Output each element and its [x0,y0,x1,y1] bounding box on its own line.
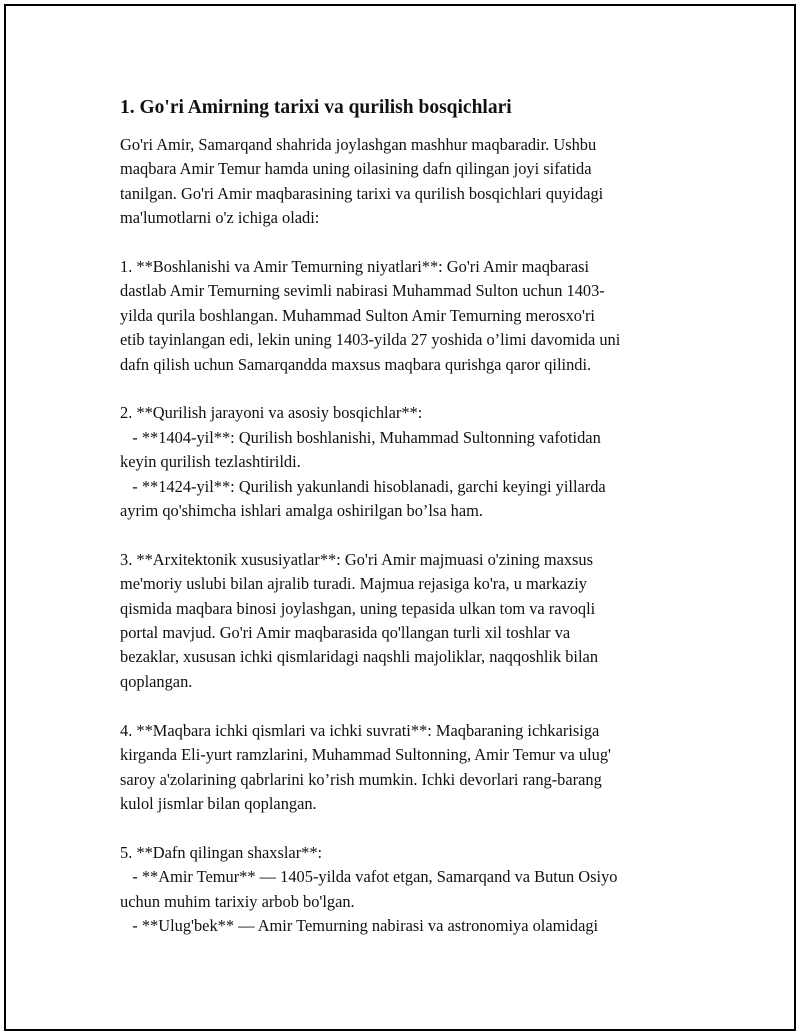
text-line: Go'ri Amir, Samarqand shahrida joylashgan mashhur maqbaradir. Ushbu [120,135,597,154]
text-line: kirganda Eli-yurt ramzlarini, Muhammad Sultonning, Amir Temur va ulug' [120,745,612,765]
text-line: saroy a'zolarining qabrlarini ko’rish mumkin. Ichki devorlari rang-barang [120,769,602,789]
section-2-paragraph [120,401,700,523]
text-line: me'moriy uslubi bilan ajralib turadi. Majmua rejasiga ko'ra, u markaziy [120,574,587,594]
document-body [120,96,700,963]
text-line: 5. **Dafn qilingan shaxslar**: [120,842,323,862]
section-3-paragraph [120,548,700,694]
text-line: qoplangan. [120,671,193,691]
section-4-paragraph [120,719,700,817]
text-line: maqbara Amir Temur hamda uning oilasining dafn qilingan joyi sifatida [120,159,592,179]
section-1-paragraph [120,255,700,377]
text-line: ma'lumotlarni o'z ichiga oladi: [120,208,320,228]
text-line: kulol jismlar bilan qoplangan. [120,793,317,813]
text-line: tanilgan. Go'ri Amir maqbarasining tarixi va qurilish bosqichlari quyidagi [120,183,604,203]
text-line: - **Ulug'bek** — Amir Temurning nabirasi va astronomiya olamidagi [120,915,599,935]
intro-paragraph [120,133,700,231]
text-line: yilda qurila boshlangan. Muhammad Sulton Amir Temurning merosxo'ri [120,305,595,325]
text-line: portal mavjud. Go'ri Amir maqbarasida qo'llangan turli xil toshlar va [120,623,571,643]
text-line: qismida maqbara binosi joylashgan, uning tepasida ulkan tom va ravoqli [120,598,596,618]
text-line: keyin qurilish tezlashtirildi. [120,452,301,472]
text-line: dastlab Amir Temurning sevimli nabirasi Muhammad Sulton uchun 1403- [120,281,605,301]
document-title: 1. Go'ri Amirning tarixi va qurilish bosqichlari [120,97,512,118]
text-line: ayrim qo'shimcha ishlari amalga oshirilgan bo’lsa ham. [120,501,484,521]
text-line: 4. **Maqbara ichki qismlari va ichki suvrati**: Maqbaraning ichkarisiga [120,720,600,740]
text-line: - **Amir Temur** — 1405-yilda vafot etgan, Samarqand va Butun Osiyo [120,867,618,887]
text-line: bezaklar, xususan ichki qismlaridagi naqshli majoliklar, naqqoshlik bilan [120,647,599,667]
text-line: - **1404-yil**: Qurilish boshlanishi, Muhammad Sultonning vafotidan [120,427,601,447]
page-frame [4,4,796,1031]
text-line: 1. **Boshlanishi va Amir Temurning niyatlari**: Go'ri Amir maqbarasi [120,257,590,277]
section-5-paragraph [120,841,700,939]
text-line: - **1424-yil**: Qurilish yakunlandi hisoblanadi, garchi keyingi yillarda [120,476,606,496]
text-line: uchun muhim tarixiy arbob bo'lgan. [120,891,355,911]
text-line: etib tayinlangan edi, lekin uning 1403-yilda 27 yoshida o’limi davomida uni [120,330,621,350]
text-line: 2. **Qurilish jarayoni va asosiy bosqichlar**: [120,403,423,423]
text-line: dafn qilish uchun Samarqandda maxsus maqbara qurishga qaror qilindi. [120,354,592,374]
text-line: 3. **Arxitektonik xususiyatlar**: Go'ri Amir majmuasi o'zining maxsus [120,549,593,569]
